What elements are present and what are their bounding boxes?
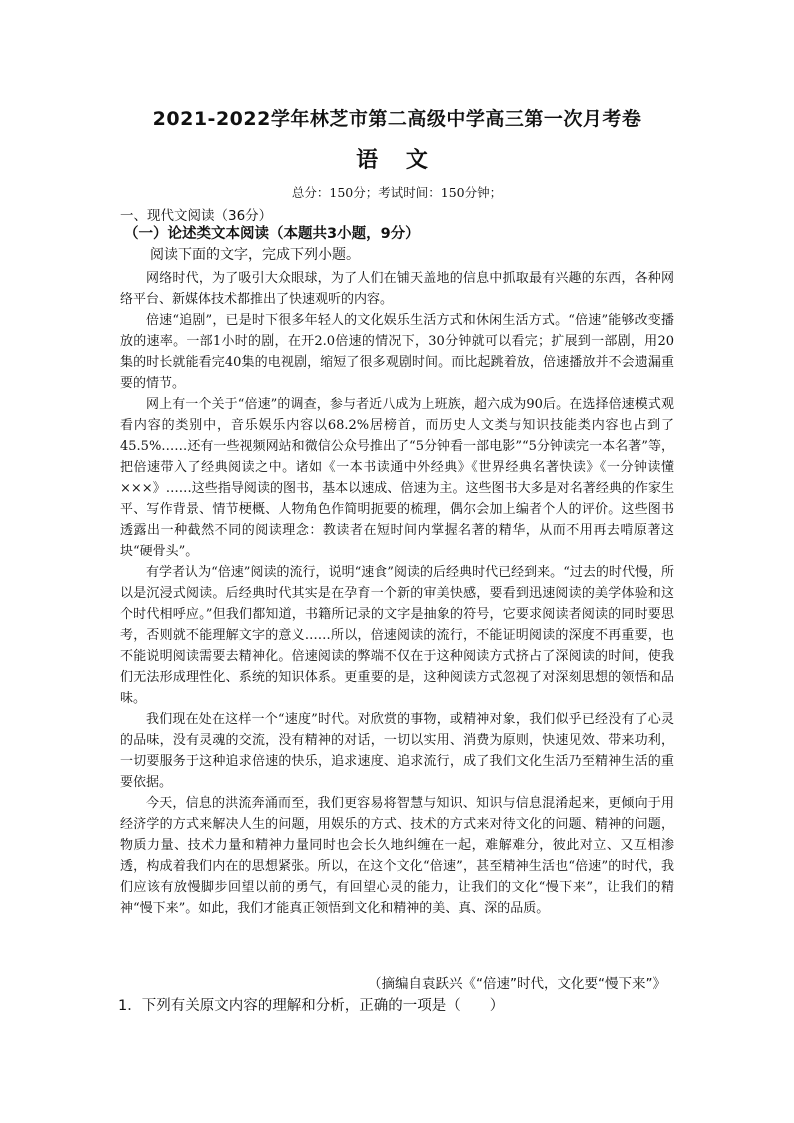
passage-source: （摘编自袁跃兴《“倍速”时代，文化要“慢下来”》	[368, 976, 666, 992]
passage-paragraph: 有学者认为“倍速”阅读的流行，说明“速食”阅读的后经典时代已经到来。“过去的时代慢，所以是沉浸式阅读。后经典时代其实是在孕育一个新的审美快感，要看到迅速阅读的美学体验和这个时代相呼应。”但我们都知道，书籍所记录的文字是抽象的符号，它要求阅读者阅读的同时要思考，否则就不能理解文字的意义……所以，倍速阅读的流行，不能证明阅读的深度不再重要，也不能说明阅读需要去精神化。倍速阅读的弊端不仅在于这种阅读方式挤占了深阅读的时间，使我们无法形成理性化、系统的知识体系。更重要的是，这种阅读方式忽视了对深刻思想的领悟和品味。	[120, 565, 674, 706]
passage-paragraph: 我们现在处在这样一个“速度”时代。对欣赏的事物，或精神对象，我们似乎已经没有了心灵的品味，没有灵魂的交流，没有精神的对话，一切以实用、消费为原则，快速见效、带来功利，一切要服务于这种追求倍速的快乐，追求速度、追求流行，成了我们文化生活乃至精神生活的重要依据。	[120, 712, 674, 790]
subsection-heading: （一）论述类文本阅读（本题共3小题，9分）	[124, 226, 420, 242]
passage-paragraph: 网上有一个关于“倍速”的调查，参与者近八成为上班族，超六成为90后。在选择倍速模式观看内容的类别中，音乐娱乐内容以68.2%居榜首，而历史人文类与知识技能类内容也占到了45.5%……还有一些视频网站和微信公众号推出了“5分钟看一部电影”“5分钟读完一本名著”等，把倍速带入了经典阅读之中。诸如《一本书读通中外经典》《世界经典名著快读》《一分钟读懂×××》……这些指导阅读的图书，基本以速成、倍速为主。这些图书大多是对名著经典的作家生平、写作背景、情节梗概、人物角色作简明扼要的梳理，偶尔会加上编者个人的评价。这些图书透露出一种截然不同的阅读理念：教读者在短时间内掌握名著的精华，从而不用再去啃原著这块“硬骨头”。	[120, 397, 674, 559]
reading-instruction: 阅读下面的文字，完成下列小题。	[150, 247, 360, 263]
question-1: 1．下列有关原文内容的理解和分析，正确的一项是（ ）	[118, 998, 505, 1014]
section-heading: 一、现代文阅读（36分）	[120, 208, 273, 224]
passage-paragraph: 网络时代，为了吸引大众眼球，为了人们在铺天盖地的信息中抓取最有兴趣的东西，各种网络平台、新媒体技术都推出了快速观听的内容。	[120, 271, 674, 307]
passage-paragraph: 今天，信息的洪流奔涌而至，我们更容易将智慧与知识、知识与信息混淆起来，更倾向于用经济学的方式来解决人生的问题，用娱乐的方式、技术的方式来对待文化的问题、精神的问题，物质力量、技术力量和精神力量同时也会长久地纠缠在一起，难解难分，彼此对立、又互相渗透，构成着我们内在的思想紧张。所以，在这个文化“倍速”，甚至精神生活也“倍速”的时代，我们应该有放慢脚步回望以前的勇气，有回望心灵的能力，让我们的文化“慢下来”，让我们的精神“慢下来”。如此，我们才能真正领悟到文化和精神的美、真、深的品质。	[120, 796, 674, 916]
reading-passage	[120, 268, 674, 919]
passage-paragraph: 倍速“追剧”，已是时下很多年轻人的文化娱乐生活方式和休闲生活方式。“倍速”能够改变播放的速率。一部1小时的剧，在开2.0倍速的情况下，30分钟就可以看完；扩展到一部剧，用20集的时长就能看完40集的电视剧，缩短了很多观剧时间。而比起跳着放，倍速播放并不会遗漏重要的情节。	[120, 313, 674, 391]
subject-title: 语 文	[356, 148, 438, 173]
exam-meta: 总分：150分；考试时间：150分钟；	[291, 185, 503, 200]
exam-title: 2021-2022学年林芝市第二高级中学高三第一次月考卷	[152, 108, 642, 130]
